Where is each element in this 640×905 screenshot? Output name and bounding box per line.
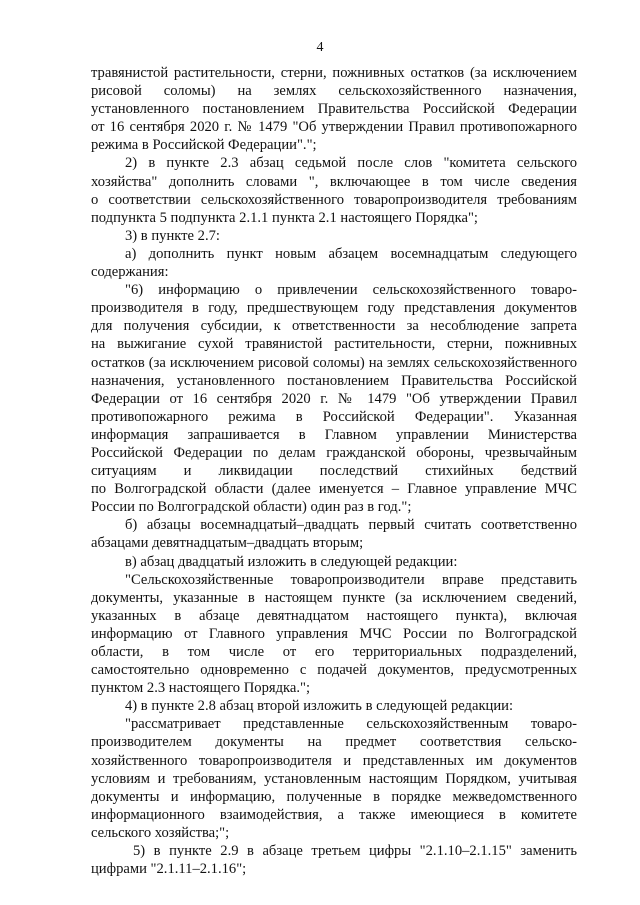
text-line: установленного постановлением Правительства Российской Федерации	[91, 101, 577, 118]
text-line: Федерации от 16 сентября 2020 г. № 1479 "Об утверждении Правил	[91, 390, 577, 407]
document-body	[91, 64, 577, 878]
text-line: ситуациям и ликвидации последствий стихийных бедствий	[91, 463, 577, 480]
text-line: пунктом 2.3 настоящего Порядка.";	[91, 680, 311, 697]
text-line: назначения, установленного постановлением Правительства Российской	[91, 372, 577, 389]
text-line: для получения субсидии, к ответственности за несоблюдение запрета	[91, 318, 577, 335]
text-line: абзацами девятнадцатым–двадцать вторым;	[91, 535, 364, 552]
text-line: производителя в году, предшествующем году представления документов	[91, 300, 577, 317]
text-line: сельского хозяйства;";	[91, 824, 230, 841]
text-line: информацию от Главного управления МЧС России по Волгоградской	[91, 625, 577, 642]
text-line: "рассматривает представленные сельскохозяйственным товаро-	[125, 716, 577, 733]
text-line: самостоятельно одновременно с подачей документов, предусмотренных	[91, 662, 577, 679]
text-line: 3) в пункте 2.7:	[125, 227, 220, 244]
text-line: производителем документы на предмет соответствия сельско-	[91, 734, 577, 751]
text-line: 2) в пункте 2.3 абзац седьмой после слов "комитета сельского	[125, 155, 577, 172]
text-line: б) абзацы восемнадцатый–двадцать первый считать соответственно	[125, 517, 577, 534]
text-line: "Сельскохозяйственные товаропроизводители вправе представить	[125, 571, 577, 588]
text-line: по Волгоградской области (далее именуется – Главное управление МЧС	[91, 481, 577, 498]
text-line: рисовой соломы) на землях сельскохозяйственного назначения,	[91, 83, 577, 100]
text-line: России по Волгоградской области) один раз в год.";	[91, 499, 412, 516]
text-line: противопожарного режима в Российской Федерации". Указанная	[91, 408, 577, 425]
text-line: остатков (за исключением рисовой соломы) на землях сельскохозяйственного	[91, 354, 577, 371]
text-line: документы, указанные в настоящем пункте (за исключением сведений,	[91, 589, 577, 606]
text-line: цифрами "2.1.11–2.1.16";	[91, 861, 247, 878]
text-line: хозяйственного товаропроизводителя и представленных им документов	[91, 752, 577, 769]
text-line: 4) в пункте 2.8 абзац второй изложить в следующей редакции:	[125, 698, 514, 715]
text-line: указанных в абзаце девятнадцатом настоящего пункта), включая	[91, 607, 577, 624]
text-line: 5) в пункте 2.9 в абзаце третьем цифры "2.1.10–2.1.15" заменить	[133, 843, 577, 860]
text-line: на выжигание сухой травянистой растительности, стерни, пожнивных	[91, 336, 577, 353]
text-line: режима в Российской Федерации".";	[91, 137, 317, 154]
text-line: информация запрашивается в Главном управлении Министерства	[91, 426, 577, 443]
text-line: информационного взаимодействия, а также имеющиеся в комитете	[91, 806, 577, 823]
text-line: Российской Федерации по делам гражданской обороны, чрезвычайным	[91, 444, 577, 461]
text-line: области, в том числе от его территориальных подразделений,	[91, 644, 577, 660]
text-line: содержания:	[91, 264, 169, 281]
page-number: 4	[316, 40, 324, 55]
text-line: от 16 сентября 2020 г. № 1479 "Об утверждении Правил противопожарного	[91, 119, 577, 136]
text-line: документы и информацию, полученные в порядке межведомственного	[91, 788, 577, 805]
text-line: а) дополнить пункт новым абзацем восемнадцатым следующего	[125, 245, 577, 262]
text-line: "6) информацию о привлечении сельскохозяйственного товаро-	[125, 282, 577, 299]
text-line: условиям и требованиям, установленным настоящим Порядком, учитывая	[91, 770, 577, 787]
text-line: хозяйства" дополнить словами ", включающее в том числе сведения	[91, 173, 577, 190]
text-line: о соответствии сельскохозяйственного товаропроизводителя требованиям	[91, 191, 577, 208]
text-line: подпункта 5 подпункта 2.1.1 пункта 2.1 настоящего Порядка";	[91, 209, 478, 226]
text-line: в) абзац двадцатый изложить в следующей редакции:	[125, 553, 458, 570]
text-line: травянистой растительности, стерни, пожнивных остатков (за исключением	[91, 65, 577, 81]
